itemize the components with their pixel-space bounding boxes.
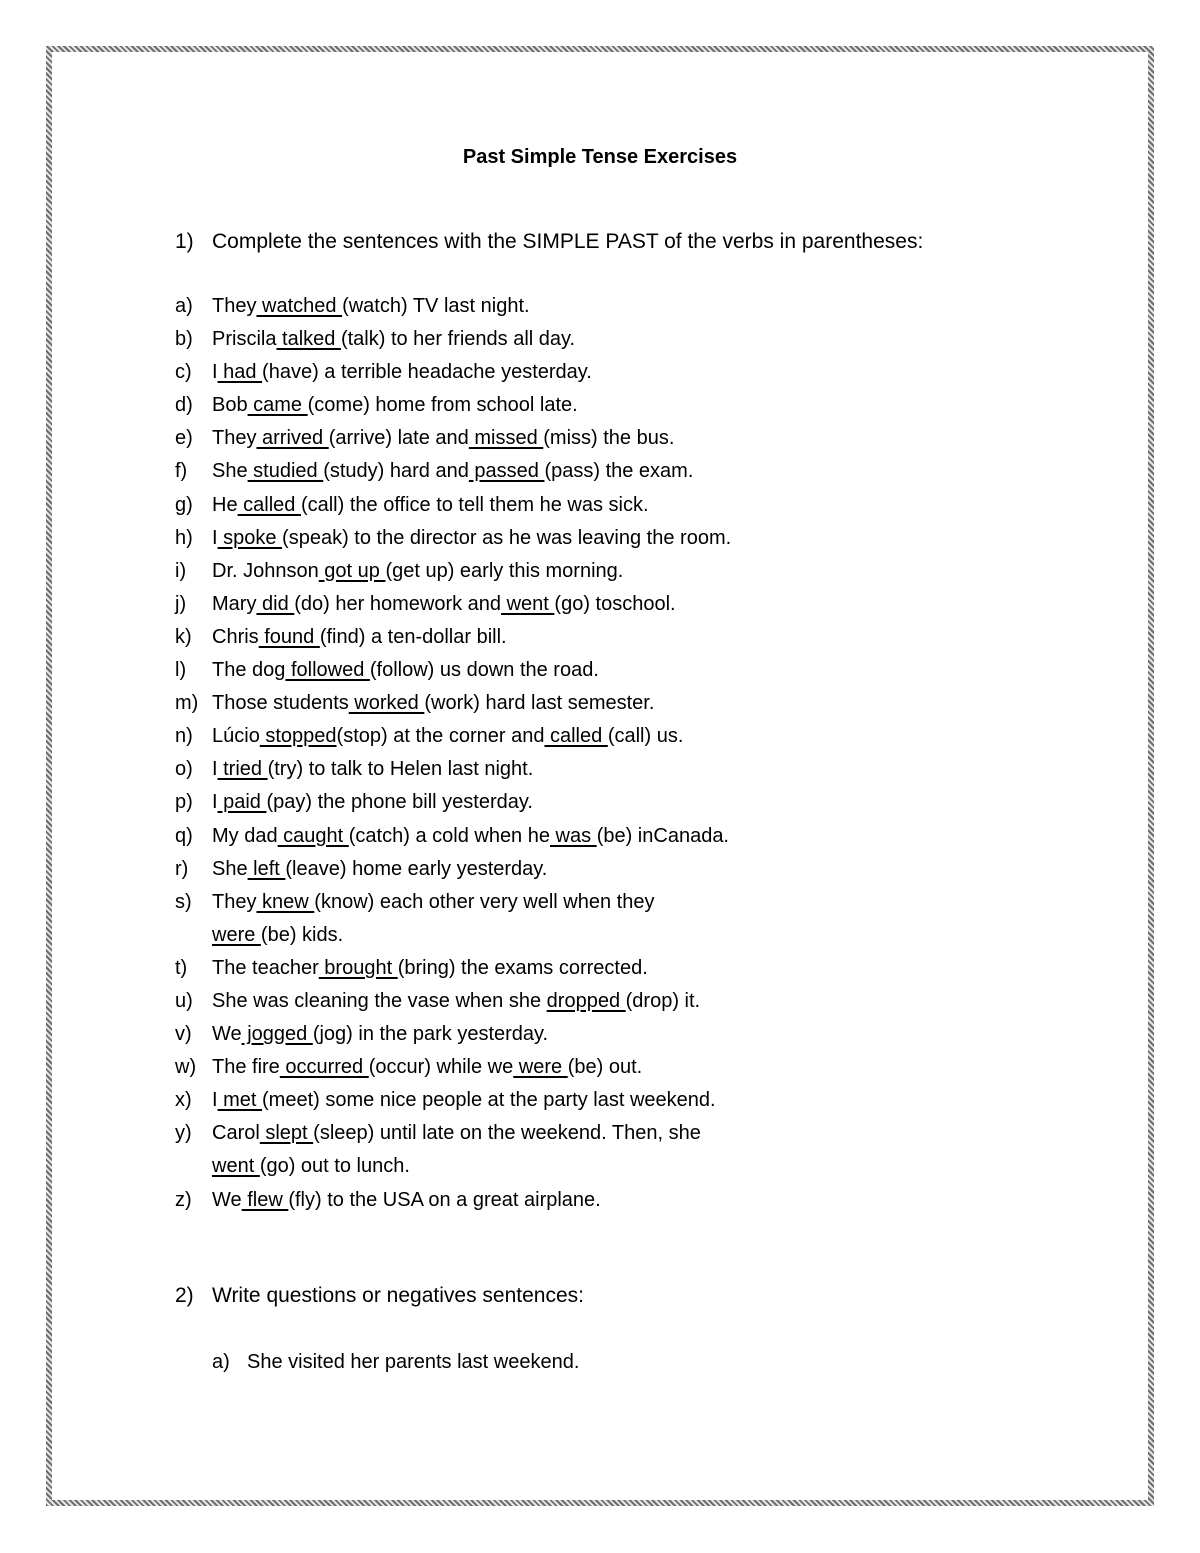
sentence-line <box>212 621 507 654</box>
sentence-text: (occur) while we <box>368 1056 514 1079</box>
sentence-text: (catch) a cold when he <box>348 824 550 847</box>
sentence-text: (get up) early this morning. <box>385 559 624 582</box>
section-2-instruction <box>175 1282 584 1310</box>
sentence-line <box>212 1051 642 1084</box>
exercise-letter: l) <box>175 659 187 682</box>
page-title: Past Simple Tense Exercises <box>462 146 738 168</box>
sentence-text: She was cleaning the vase when she <box>212 989 547 1012</box>
sentence-line <box>212 588 676 621</box>
section-1-instruction-text: Complete the sentences with the SIMPLE PAST of the verbs in parentheses: <box>212 230 924 253</box>
sentence-text: (call) us. <box>607 725 684 748</box>
answer-text: missed <box>468 427 544 450</box>
answer-text: knew <box>256 890 315 913</box>
answer-text: watched <box>256 295 343 317</box>
exercise-item <box>175 753 731 786</box>
sentence-line <box>212 654 599 687</box>
exercise-letter: q) <box>175 824 193 847</box>
exercise-item <box>175 1051 731 1084</box>
answer-text: got up <box>318 559 386 582</box>
exercise-item <box>175 422 731 455</box>
exercise-sentence <box>212 489 649 522</box>
sentence-line <box>212 522 731 555</box>
section-1-instruction <box>175 228 923 256</box>
sentence-text: My dad <box>212 824 278 847</box>
section-2-instruction-text: Write questions or negatives sentences: <box>212 1284 584 1307</box>
sentence-text: (have) a terrible headache yesterday. <box>262 361 592 384</box>
answer-text: jogged <box>241 1023 313 1046</box>
exercise-item <box>175 786 731 819</box>
sentence-text: We <box>212 1023 242 1046</box>
exercise-list <box>175 290 731 1217</box>
exercise-letter: e) <box>175 427 193 450</box>
exercise-item <box>175 323 731 356</box>
exercise-sentence <box>212 886 654 952</box>
sentence-text: Dr. Johnson <box>212 559 319 582</box>
sentence-text: (find) a ten-dollar bill. <box>319 625 507 648</box>
exercise-sentence <box>212 1018 548 1051</box>
answer-text: worked <box>348 692 425 715</box>
sentence-text: (work) hard last semester. <box>424 692 655 715</box>
answer-text: left <box>247 857 286 880</box>
answer-text: passed <box>468 460 545 483</box>
sentence-text: He <box>212 493 238 516</box>
exercise-sentence <box>212 1051 642 1084</box>
exercise-letter: n) <box>175 725 193 748</box>
sentence-line <box>212 687 654 720</box>
sentence-line <box>212 1150 701 1183</box>
exercise-item <box>175 820 731 853</box>
sentence-text: She <box>212 460 248 483</box>
exercise-letter: o) <box>175 758 193 781</box>
sentence-text: We <box>212 1188 242 1211</box>
exercise-sentence <box>212 687 654 720</box>
exercise-letter: j) <box>175 592 187 615</box>
exercise-sentence <box>212 985 700 1018</box>
answer-text: were <box>513 1056 568 1079</box>
sentence-line <box>212 455 693 488</box>
sentence-text: (speak) to the director as he was leaving the room. <box>282 526 732 549</box>
exercise-sentence <box>212 952 648 985</box>
answer-text: flew <box>241 1188 289 1211</box>
sentence-text: (sleep) until late on the weekend. Then, she <box>313 1122 701 1145</box>
sentence-text: (be) inCanada. <box>596 824 729 847</box>
sentence-line <box>212 356 592 389</box>
answer-text: had <box>217 361 263 384</box>
answer-text: were <box>212 923 261 946</box>
exercise-letter: d) <box>175 394 193 417</box>
sentence-line <box>212 555 623 588</box>
sentence-line <box>212 1117 701 1150</box>
exercise-item <box>175 356 731 389</box>
answer-text: tried <box>217 758 268 781</box>
sentence-text: (be) kids. <box>260 923 344 946</box>
sentence-text: (meet) some nice people at the party last weekend. <box>262 1089 716 1112</box>
sentence-text: (do) her homework and <box>294 592 502 615</box>
answer-text: studied <box>247 460 324 483</box>
exercise-letter: w) <box>175 1056 197 1079</box>
sentence-text: I <box>212 791 218 814</box>
answer-text: dropped <box>546 989 626 1012</box>
answer-text: talked <box>276 328 341 351</box>
exercise-sentence <box>212 356 592 389</box>
answer-text: called <box>544 725 608 748</box>
answer-text: spoke <box>217 526 283 549</box>
exercise-letter: z) <box>175 1188 192 1211</box>
answer-text: slept <box>259 1122 314 1145</box>
sentence-text: Bob <box>212 394 248 417</box>
sentence-text: The dog <box>212 659 286 682</box>
exercise-item <box>175 1117 731 1183</box>
exercise-sentence <box>212 555 623 588</box>
sentence-text: (talk) to her friends all day. <box>340 328 576 351</box>
exercise-item <box>175 522 731 555</box>
sentence-text: (pass) the exam. <box>544 460 694 483</box>
answer-text: came <box>247 394 308 417</box>
answer-text: arrived <box>256 427 329 450</box>
sentence-text: They <box>212 890 257 913</box>
exercise-item <box>175 654 731 687</box>
sentence-line <box>212 1184 601 1217</box>
exercise-item <box>175 1184 731 1217</box>
exercise-letter: y) <box>175 1122 192 1145</box>
exercise-item <box>175 853 731 886</box>
exercise-item <box>175 455 731 488</box>
exercise-sentence <box>212 422 674 455</box>
exercise-item <box>175 621 731 654</box>
exercise-item <box>175 687 731 720</box>
answer-text: caught <box>277 824 349 847</box>
answer-text: found <box>258 625 320 648</box>
sentence-text: (try) to talk to Helen last night. <box>267 758 534 781</box>
exercise-sentence <box>212 1184 601 1217</box>
sentence-text: (come) home from school late. <box>307 394 578 417</box>
sentence-line <box>212 290 530 323</box>
exercise-sentence <box>212 290 530 323</box>
exercise-sentence <box>212 389 578 422</box>
exercise-letter: v) <box>175 1023 192 1046</box>
sentence-text: (drop) it. <box>625 989 701 1012</box>
sentence-line <box>212 489 649 522</box>
sentence-text: They <box>212 295 257 317</box>
sentence-text: The fire <box>212 1056 280 1079</box>
sentence-text: (miss) the bus. <box>543 427 675 450</box>
exercise-letter: t) <box>175 956 188 979</box>
sentence-text: (go) toschool. <box>554 592 676 615</box>
exercise-letter: i) <box>175 559 187 582</box>
exercise-sentence <box>212 455 693 488</box>
exercise-sentence <box>212 753 533 786</box>
sentence-text: Chris <box>212 625 259 648</box>
sentence-text: (stop) at the corner and <box>336 725 545 748</box>
section-1-number: 1) <box>175 230 194 253</box>
exercise-letter: x) <box>175 1089 192 1112</box>
sentence-text: Carol <box>212 1122 260 1145</box>
answer-text: brought <box>318 956 398 979</box>
answer-text: did <box>256 592 295 615</box>
sentence-text: I <box>212 361 218 384</box>
exercise-sentence <box>212 720 683 753</box>
exercise-item <box>175 1018 731 1051</box>
section-2-number: 2) <box>175 1284 194 1307</box>
exercise-letter: b) <box>175 328 193 351</box>
exercise-letter: r) <box>175 857 189 880</box>
exercise-sentence <box>212 323 575 356</box>
exercise-item <box>175 555 731 588</box>
sentence-text: (leave) home early yesterday. <box>285 857 548 880</box>
sentence-text: Those students <box>212 692 349 715</box>
sentence-text: (call) the office to tell them he was sick. <box>300 493 649 516</box>
sentence-line <box>212 820 729 853</box>
sentence-text: (bring) the exams corrected. <box>397 956 648 979</box>
exercise-item <box>175 952 731 985</box>
exercise-item <box>175 489 731 522</box>
exercise-letter: s) <box>175 890 192 913</box>
sentence-line <box>212 786 533 819</box>
sentence-text: Lúcio <box>212 725 260 748</box>
answer-text: went <box>212 1155 260 1178</box>
exercise-letter: f) <box>175 460 188 483</box>
sentence-line <box>212 1084 716 1117</box>
exercise-sentence <box>212 1084 716 1117</box>
exercise-item <box>175 985 731 1018</box>
sentence-line <box>212 853 547 886</box>
answer-text: stopped <box>259 725 337 748</box>
exercise-letter: p) <box>175 791 193 814</box>
exercise-sentence <box>212 853 547 886</box>
answer-text: called <box>237 493 301 516</box>
sentence-line <box>212 422 674 455</box>
exercise-letter: u) <box>175 989 193 1012</box>
exercise-letter: m) <box>175 692 199 715</box>
section-2-item <box>212 1348 579 1376</box>
exercise-sentence <box>212 522 731 555</box>
sentence-text: (study) hard and <box>323 460 469 483</box>
answer-text: was <box>550 824 597 847</box>
exercise-sentence <box>212 786 533 819</box>
sentence-text: Mary <box>212 592 257 615</box>
exercise-sentence <box>212 1117 701 1183</box>
sentence-text: (know) each other very well when they <box>314 890 655 913</box>
sentence-text: (watch) TV last night. <box>342 295 530 317</box>
sentence-text: (fly) to the USA on a great airplane. <box>288 1188 601 1211</box>
sentence-line <box>212 952 648 985</box>
answer-text: occurred <box>279 1056 369 1079</box>
answer-text: followed <box>285 659 370 682</box>
section-2-item-text: She visited her parents last weekend. <box>247 1351 580 1373</box>
exercise-sentence <box>212 588 676 621</box>
sentence-line <box>212 919 654 952</box>
sentence-line <box>212 323 575 356</box>
sentence-text: I <box>212 526 218 549</box>
exercise-letter: h) <box>175 526 193 549</box>
sentence-text: I <box>212 1089 218 1112</box>
exercise-letter: a) <box>175 295 193 317</box>
sentence-text: She <box>212 857 248 880</box>
sentence-text: (follow) us down the road. <box>369 659 599 682</box>
exercise-item <box>175 389 731 422</box>
sentence-text: They <box>212 427 257 450</box>
sentence-text: I <box>212 758 218 781</box>
answer-text: went <box>501 592 555 615</box>
sentence-line <box>212 1018 548 1051</box>
section-2-item-letter: a) <box>212 1351 230 1373</box>
exercise-letter: g) <box>175 493 193 516</box>
exercise-letter: k) <box>175 625 192 648</box>
exercise-letter: c) <box>175 361 192 384</box>
sentence-text: (be) out. <box>567 1056 643 1079</box>
sentence-text: The teacher <box>212 956 319 979</box>
answer-text: paid <box>217 791 267 814</box>
sentence-text: (pay) the phone bill yesterday. <box>266 791 533 814</box>
sentence-line <box>212 720 683 753</box>
sentence-line <box>212 985 700 1018</box>
sentence-text: Priscila <box>212 328 277 351</box>
sentence-text: (jog) in the park yesterday. <box>312 1023 549 1046</box>
exercise-sentence <box>212 654 599 687</box>
sentence-text: (arrive) late and <box>328 427 469 450</box>
exercise-sentence <box>212 621 507 654</box>
sentence-line <box>212 886 654 919</box>
sentence-line <box>212 753 533 786</box>
exercise-item <box>175 290 731 323</box>
sentence-line <box>212 389 578 422</box>
exercise-item <box>175 1084 731 1117</box>
sentence-text: (go) out to lunch. <box>259 1155 410 1178</box>
exercise-item <box>175 886 731 952</box>
answer-text: met <box>217 1089 263 1112</box>
exercise-item <box>175 720 731 753</box>
exercise-item <box>175 588 731 621</box>
exercise-sentence <box>212 820 729 853</box>
